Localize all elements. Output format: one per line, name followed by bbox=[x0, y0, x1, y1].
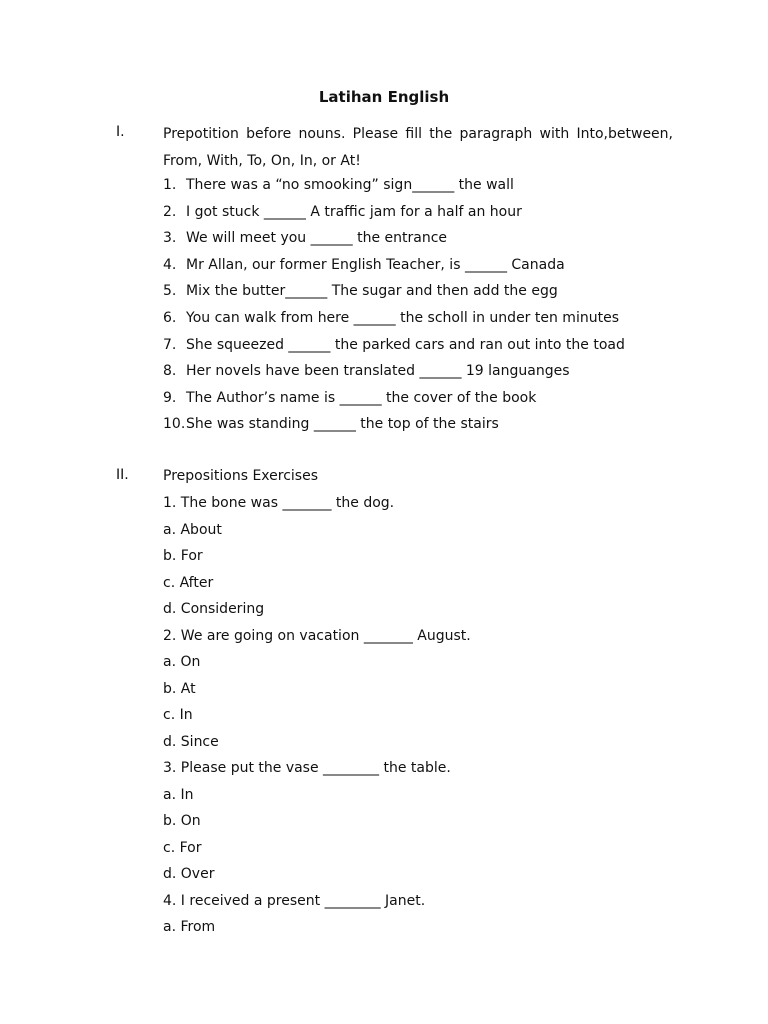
answer-option: a. In bbox=[163, 786, 194, 803]
section-1-instructions-line-2: From, With, To, On, In, or At! bbox=[163, 152, 361, 169]
answer-option: c. After bbox=[163, 574, 214, 591]
list-item-text: There was a “no smooking” sign______ the wall bbox=[186, 177, 514, 193]
question-line: 3. Please put the vase ________ the table. bbox=[163, 760, 451, 776]
section-1-list bbox=[163, 172, 683, 438]
list-item-text: Her novels have been translated ______ 19 languanges bbox=[186, 363, 570, 380]
list-item-number: 8. bbox=[163, 363, 177, 380]
answer-option: a. From bbox=[163, 919, 216, 935]
list-item-text: She squeezed ______ the parked cars and ran out into the toad bbox=[186, 336, 625, 353]
list-item bbox=[163, 305, 683, 332]
section-2-title: Prepositions Exercises bbox=[163, 468, 319, 484]
answer-option: b. On bbox=[163, 813, 201, 829]
page-title: Latihan English bbox=[318, 88, 450, 106]
list-item-text: She was standing ______ the top of the stairs bbox=[186, 416, 499, 433]
answer-option: d. Over bbox=[163, 866, 215, 882]
list-item-number: 10. bbox=[163, 416, 186, 433]
list-item-number: 4. bbox=[163, 256, 177, 273]
list-item-number: 3. bbox=[163, 230, 177, 247]
list-item-text: Mix the butter______ The sugar and then add the egg bbox=[186, 283, 558, 300]
answer-option: c. For bbox=[163, 839, 202, 856]
list-item bbox=[163, 332, 683, 359]
section-1-number: I. bbox=[116, 124, 125, 140]
list-item bbox=[163, 252, 683, 279]
answer-option: d. Since bbox=[163, 733, 219, 750]
list-item-text: I got stuck ______ A traffic jam for a half an hour bbox=[186, 203, 522, 220]
section-2-list bbox=[163, 490, 683, 941]
list-item-text: The Author’s name is ______ the cover of the book bbox=[186, 389, 537, 406]
answer-option: b. For bbox=[163, 548, 203, 564]
list-item-number: 2. bbox=[163, 203, 177, 220]
answer-option: c. In bbox=[163, 707, 193, 723]
section-1-instructions-line-1: Prepotition before nouns. Please fill the paragraph with Into,between, bbox=[163, 126, 673, 142]
list-item bbox=[163, 278, 683, 305]
list-item-number: 9. bbox=[163, 389, 177, 406]
list-item bbox=[163, 225, 683, 252]
answer-option: b. At bbox=[163, 680, 196, 697]
list-item-text: We will meet you ______ the entrance bbox=[186, 230, 448, 247]
section-2-number: II. bbox=[116, 467, 129, 483]
list-item-number: 6. bbox=[163, 309, 177, 326]
list-item-number: 5. bbox=[163, 283, 177, 300]
list-item-text: Mr Allan, our former English Teacher, is ______ Canada bbox=[186, 256, 565, 273]
answer-option: a. On bbox=[163, 654, 201, 670]
section-1-instructions bbox=[163, 121, 673, 174]
list-item bbox=[163, 385, 683, 412]
list-item-number: 7. bbox=[163, 336, 177, 353]
list-item bbox=[163, 199, 683, 226]
answer-option: d. Considering bbox=[163, 601, 265, 617]
question-line: 2. We are going on vacation _______ August. bbox=[163, 627, 471, 644]
list-item bbox=[163, 358, 683, 385]
list-item bbox=[163, 411, 683, 438]
question-line: 1. The bone was _______ the dog. bbox=[163, 495, 395, 511]
list-item bbox=[163, 172, 683, 199]
answer-option: a. About bbox=[163, 521, 222, 538]
list-item-text: You can walk from here ______ the scholl in under ten minutes bbox=[186, 309, 619, 326]
question-line: 4. I received a present ________ Janet. bbox=[163, 892, 426, 909]
list-item-number: 1. bbox=[163, 177, 177, 193]
